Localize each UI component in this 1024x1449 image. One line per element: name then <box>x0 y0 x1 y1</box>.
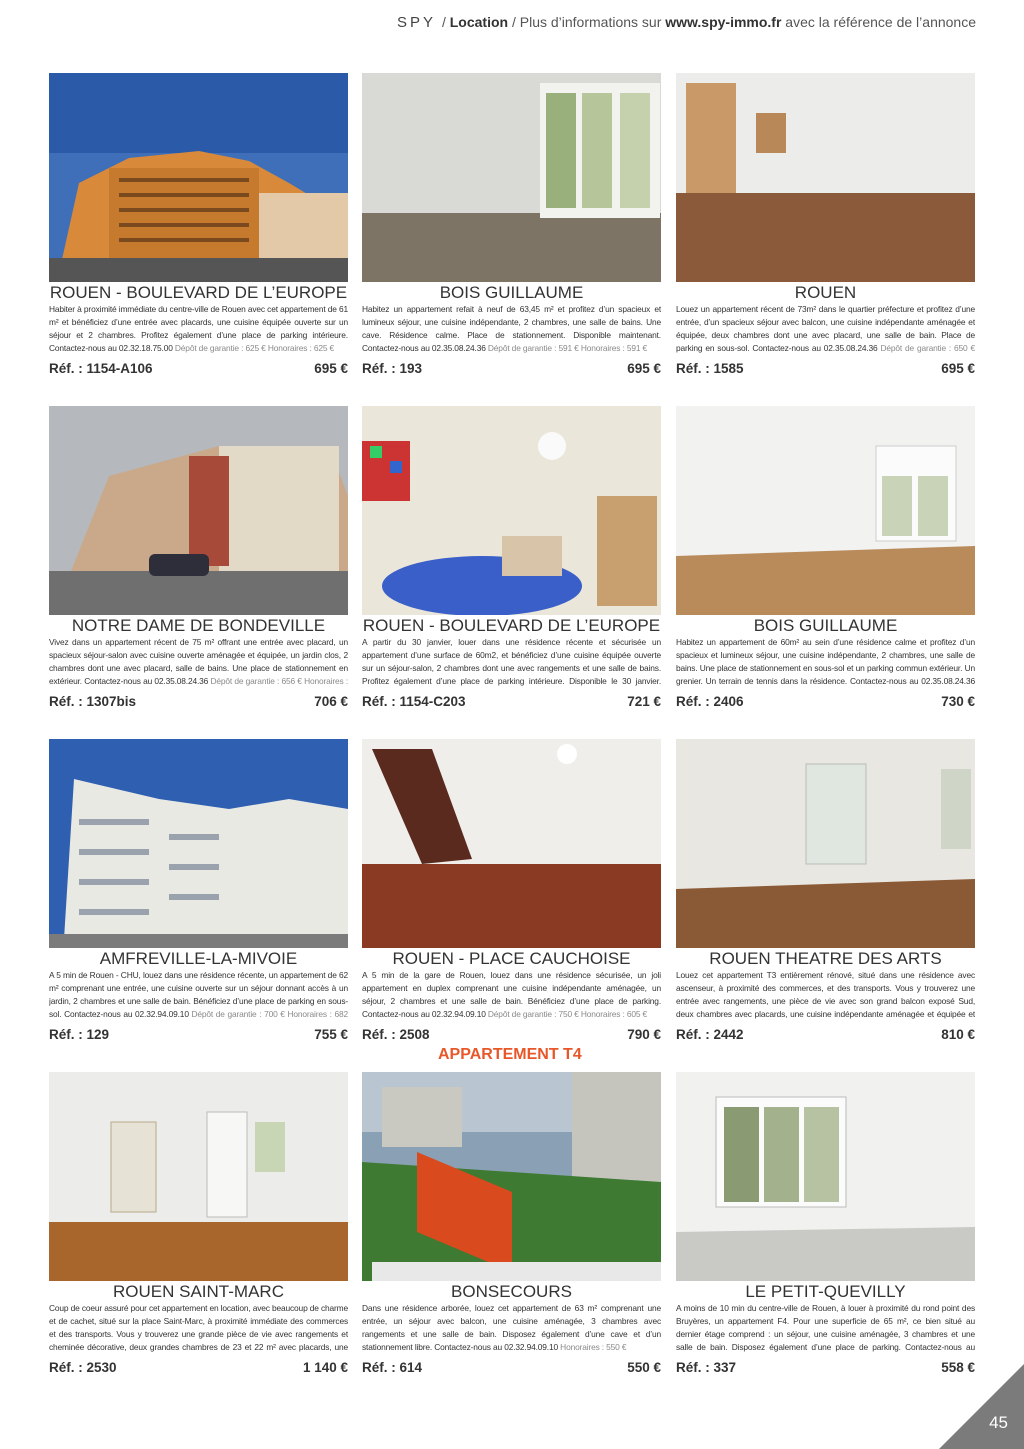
listing-description: Dans une résidence arborée, louez cet appartement de 63 m² comprenant une entrée, un séjour avec balcon, une cuisine aménagée, 3 chambres avec rangements et une salle de bain. Disposez également d’une cave et d’un stationnement libre. Contactez-nous au 02.32.94.09.10 Honoraires : 550 € <box>362 1303 661 1352</box>
listing-photo[interactable] <box>362 1072 661 1281</box>
listing-photo[interactable] <box>49 739 348 948</box>
room-photo-icon <box>362 739 661 948</box>
listing-fees: Dépôt de garantie : 650 € <box>880 343 975 353</box>
listing-card[interactable] <box>49 739 348 1042</box>
listing-fees <box>732 1355 891 1356</box>
listing-footer <box>362 1027 661 1042</box>
page-number: 45 <box>989 1413 1008 1432</box>
listing-price: 695 € <box>314 361 348 376</box>
listing-fees: Dépôt de garantie : 750 € Honoraires : 605 € <box>487 1009 648 1019</box>
listing-card[interactable] <box>362 1072 661 1375</box>
header-suffix: avec la référence de l’annonce <box>781 14 976 30</box>
listing-title: BOIS GUILLAUME <box>439 283 584 302</box>
listing-fees: Dépôt de garantie : 700 € Honoraires : 682 <box>191 1009 348 1019</box>
listing-photo[interactable] <box>49 406 348 615</box>
listing-photo[interactable] <box>362 406 661 615</box>
listing-ref: Réf. : 1585 <box>676 361 744 376</box>
listing-ref: Réf. : 193 <box>362 361 423 376</box>
room-photo-icon <box>676 406 975 615</box>
listing-title: ROUEN <box>794 283 857 302</box>
listing-ref: Réf. : 2442 <box>676 1027 744 1042</box>
listing-description: Coup de coeur assuré pour cet appartement en location, avec beaucoup de charme et de cachet, situé sur la place Saint-Marc, à proximité immédiate des commerces et des transports. Vous y trouverez une grande pièce de vie avec rangements et cheminée décorative, deux grandes chambres de 23 et 22 m² avec placards, une <box>49 1303 348 1352</box>
listing-price: 755 € <box>314 1027 348 1042</box>
listing-footer <box>676 1027 975 1042</box>
listing-footer <box>49 1027 348 1042</box>
listing-ref: Réf. : 1307bis <box>49 694 137 709</box>
listing-title: ROUEN SAINT-MARC <box>113 1282 284 1301</box>
listing-footer <box>676 694 975 709</box>
room-photo-icon <box>676 739 975 948</box>
listing-title: ROUEN - BOULEVARD DE L’EUROPE <box>49 283 348 302</box>
listing-card[interactable] <box>49 406 348 709</box>
promo-label: APPARTEMENT T4 <box>438 1046 582 1063</box>
listing-title: ROUEN - PLACE CAUCHOISE <box>392 949 631 968</box>
listing-title: BONSECOURS <box>451 1282 572 1301</box>
listing-card[interactable] <box>676 739 975 1042</box>
listing-description: Habitez un appartement refait à neuf de 63,45 m² et profitez d’un spacieux et lumineux séjour, une cuisine indépendante, 2 chambres, une salle de bains. Une cave. Résidence calme. Place de stationnement. Disponible maintenant. Contactez-nous au 02.35.08.24.36 Dépôt de garantie : 591 € Honoraires : 591 € <box>362 304 661 353</box>
listing-description: Louez cet appartement T3 entièrement rénové, situé dans une résidence avec ascenseur, à proximité des commerces, et des transports. Vous y trouverez une entrée avec rangements, une pièce de vie avec son grand balcon exposé Sud, deux chambres avec placards, une cuisine indépendante aménagée et équipée et <box>676 969 975 1023</box>
listing-card[interactable] <box>362 73 661 376</box>
listing-title: ROUEN THEATRE DES ARTS <box>709 949 942 968</box>
listing-title: BOIS GUILLAUME <box>753 616 898 635</box>
listing-card[interactable] <box>676 73 975 376</box>
listing-card[interactable] <box>49 1072 348 1375</box>
listing-price: 1 140 € <box>302 1360 348 1375</box>
listing-ref: Réf. : 129 <box>49 1027 110 1042</box>
listing-card[interactable] <box>362 406 661 709</box>
room-photo-icon <box>676 73 975 282</box>
building-photo-icon <box>49 739 348 948</box>
listing-ref: Réf. : 2508 <box>362 1027 430 1042</box>
listing-footer <box>362 361 661 376</box>
listing-ref: Réf. : 337 <box>676 1360 737 1375</box>
room-photo-icon <box>676 1072 975 1281</box>
listing-ref: Réf. : 1154-A106 <box>49 361 153 376</box>
listing-card[interactable] <box>49 73 348 376</box>
listing-photo[interactable] <box>676 1072 975 1281</box>
header-url[interactable]: www.spy-immo.fr <box>665 14 782 30</box>
listing-fees: Dépôt de garantie : 591 € Honoraires : 591 € <box>487 343 648 353</box>
listing-fees <box>488 689 647 690</box>
listing-price: 550 € <box>627 1360 661 1375</box>
listing-price: 790 € <box>627 1027 661 1042</box>
balcony-view-photo-icon <box>362 1072 661 1281</box>
room-photo-icon <box>362 73 661 282</box>
listing-price: 706 € <box>314 694 348 709</box>
listing-description: Louez un appartement récent de 73m² dans le quartier préfecture et profitez d’une entrée, d’un spacieux séjour avec balcon, une cuisine indépendante aménagée et équipée, deux chambres dont une avec placard, une salle de bain. Place de parking en sous-sol. Contactez-nous au 02.35.08.24.36 Dépôt de garantie : 650 € <box>676 303 975 357</box>
listing-price: 810 € <box>941 1027 975 1042</box>
page-corner <box>939 1364 1024 1449</box>
listing-footer <box>49 1360 348 1375</box>
listing-description: A 5 min de Rouen - CHU, louez dans une résidence récente, un appartement de 62 m² comprenant une entrée, une cuisine ouverte sur un séjour donnant accès à un jardin, 2 chambres et une salle de bain. Bénéficiez d’une place de parking en sous-sol. Contactez-nous au 02.32.94.09.10 Dépôt de garantie : 700 € Honoraires : 682 <box>49 969 348 1023</box>
listing-footer <box>362 1360 661 1375</box>
listing-price: 730 € <box>941 694 975 709</box>
listing-card[interactable] <box>676 1072 975 1375</box>
living-room-photo-icon <box>362 406 661 615</box>
listing-footer <box>676 361 975 376</box>
listing-footer <box>362 694 661 709</box>
header-prefix: / <box>441 14 450 30</box>
listing-price: 695 € <box>941 361 975 376</box>
listing-description: Habiter à proximité immédiate du centre-ville de Rouen avec cet appartement de 61 m² et bénéficiez d’une entrée avec placards, une cuisine équipée ouverte sur un séjour et 2 chambres. Profitez également d’une place de parking intérieure. Contactez-nous au 02.32.18.75.00 Dépôt de garantie : 625 € Honoraires : 625 € <box>49 304 348 353</box>
listing-card[interactable] <box>362 739 661 1042</box>
listing-ref: Réf. : 614 <box>362 1360 423 1375</box>
listing-photo[interactable] <box>362 73 661 282</box>
listing-fees: Honoraires : 550 € <box>560 1342 627 1352</box>
listing-photo[interactable] <box>676 739 975 948</box>
listing-title: NOTRE DAME DE BONDEVILLE <box>71 616 326 635</box>
listing-photo[interactable] <box>49 73 348 282</box>
listing-title: LE PETIT-QUEVILLY <box>745 1282 906 1301</box>
listing-footer <box>49 694 348 709</box>
listing-description: A partir du 30 janvier, louer dans une résidence récente et sécurisée un appartement d’une surface de 60m2, et bénéficiez d’une cuisine équipée ouverte sur un séjour-salon, 2 chambres dont une avec rangements et une salle de bains. Profitez également d’une place de parking intérieure. Disponible le 30 janvier. <box>362 636 661 690</box>
listing-card[interactable] <box>676 406 975 709</box>
listing-price: 695 € <box>627 361 661 376</box>
header-section: Location <box>449 14 509 30</box>
listing-title: AMFREVILLE-LA-MIVOIE <box>99 949 298 968</box>
listing-ref: Réf. : 2406 <box>676 694 744 709</box>
listing-fees: Dépôt de garantie : 656 € Honoraires : <box>210 676 348 686</box>
listing-photo[interactable] <box>676 406 975 615</box>
listing-ref: Réf. : 2530 <box>49 1360 117 1375</box>
listing-price: 558 € <box>941 1360 975 1375</box>
brand-logo: SPY <box>396 14 436 31</box>
listing-photo[interactable] <box>49 1072 348 1281</box>
listing-footer <box>676 1360 975 1375</box>
room-photo-icon <box>49 1072 348 1281</box>
listing-description: A moins de 10 min du centre-ville de Rouen, à louer à proximité du rond point des Bruyères, un appartement F4. Pour une superficie de 65 m², ce bien situé au dernier étage comprend : un séjour, une cuisine aménagée, 3 chambres et une salle de bain. Disposez également d’une place de parking. Contactez-nous au <box>676 1302 975 1356</box>
listing-description: Vivez dans un appartement récent de 75 m² offrant une entrée avec placard, un spacieux séjour-salon avec cuisine ouverte aménagée et équipée, un jardin clos, 2 chambres dont une avec placard, salle de bains. Une place de stationnement en extérieur. Contactez-nous au 02.35.08.24.36 Dépôt de garantie : 656 € Honoraires : <box>49 636 348 690</box>
listing-photo[interactable] <box>676 73 975 282</box>
listing-description: A 5 min de la gare de Rouen, louez dans une résidence sécurisée, un joli appartement en duplex comprenant une cuisine indépendante aménagée, un séjour, 2 chambres et une salle de bain. Bénéficiez d’une place de parking. Contactez-nous au 02.32.94.09.10 Dépôt de garantie : 750 € Honoraires : 605 € <box>362 970 661 1019</box>
listing-fees <box>676 689 767 690</box>
listing-photo[interactable] <box>362 739 661 948</box>
listing-description: Habitez un appartement de 60m² au sein d’une résidence calme et profitez d’un spacieux et lumineux séjour, une cuisine indépendante, 2 chambres, une salle de bains. Une place de stationnement en sous-sol et un parking commun extérieur. Un grenier. Un terrain de tennis dans la résidence. Contactez-nous au 02.35.08.24.36 <box>676 636 975 690</box>
listing-ref: Réf. : 1154-C203 <box>362 694 466 709</box>
listing-price: 721 € <box>627 694 661 709</box>
page-header <box>300 14 976 31</box>
listing-title: ROUEN - BOULEVARD DE L’EUROPE <box>362 616 661 635</box>
listing-fees: Dépôt de garantie : 625 € Honoraires : 625 € <box>174 343 335 353</box>
listing-footer <box>49 361 348 376</box>
building-photo-icon <box>49 406 348 615</box>
building-photo-icon <box>49 73 348 282</box>
header-middle: / Plus d’informations sur <box>508 14 666 30</box>
